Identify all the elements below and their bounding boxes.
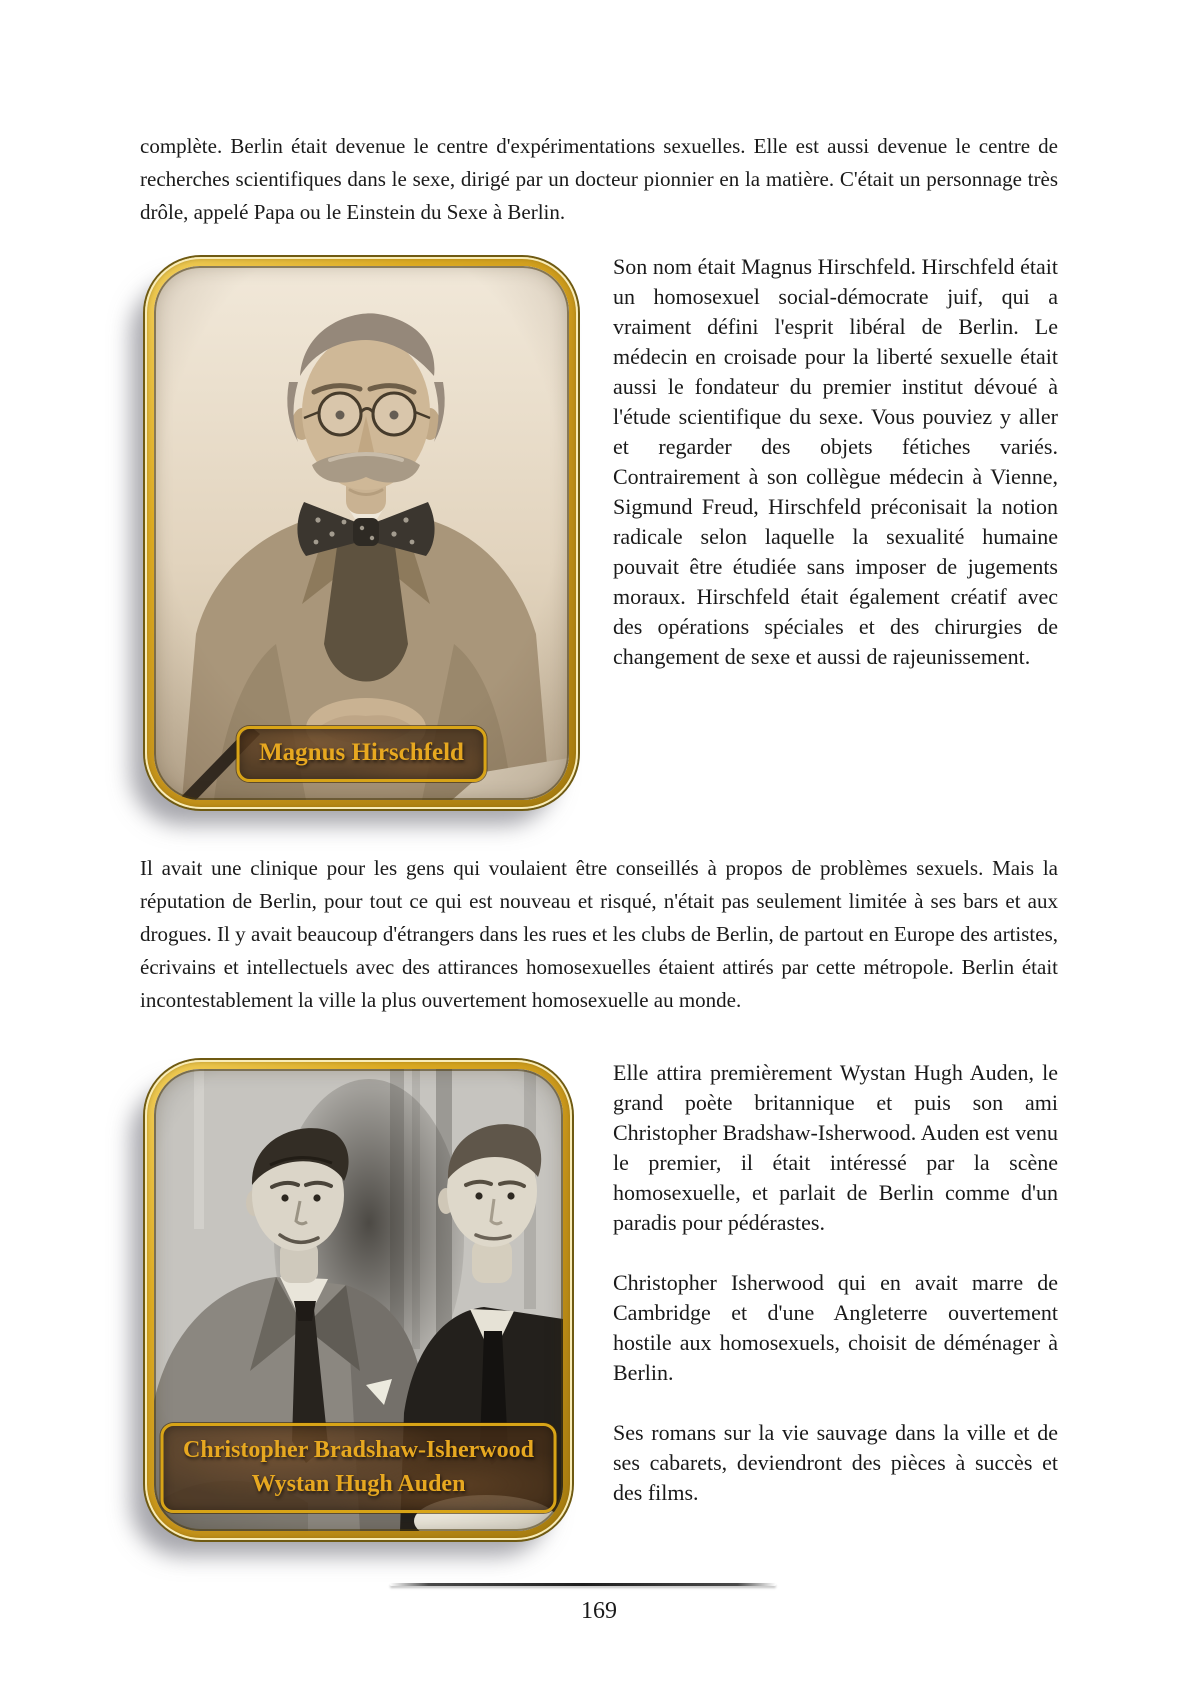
footer-divider	[390, 1583, 776, 1586]
auden-isherwood-photo-frame	[145, 1060, 572, 1540]
auden-isherwood-photo	[154, 1069, 563, 1531]
auden-caption-text: Wystan Hugh Auden	[251, 1471, 466, 1497]
auden-paragraph-3: Ses romans sur la vie sauvage dans la ville et de ses cabarets, deviendront des pièces à succès et des films.	[613, 1420, 1058, 1505]
auden-paragraph-2: Christopher Isherwood qui en avait marre de Cambridge et d'une Angleterre ouvertement hostile aux homosexuels, choisit de déménager à Berlin.	[613, 1270, 1058, 1385]
hirschfeld-portrait-illustration	[154, 266, 569, 800]
page-number: 169	[581, 1598, 617, 1624]
hirschfeld-text-column	[613, 252, 1058, 702]
hirschfeld-paragraph: Son nom était Magnus Hirschfeld. Hirschfeld était un homosexuel social-démocrate juif, qui a vraiment défini l'esprit libéral de Berlin. Le médecin en croisade pour la liberté sexuelle était aussi le fondateur du premier institut dévoué à l'étude scientifique du sexe. Vous pouviez y aller et regarder des objets fétiches variés. Contrairement à son collègue médecin à Vienne, Sigmund Freud, Hirschfeld préconisait la notion radicale selon laquelle la sexualité humaine pouvait être étudiée sans imposer de jugements moraux. Hirschfeld était également créatif avec des opérations spéciales et des chirurgies de changement de sexe et aussi de rajeunissement.	[613, 254, 1058, 669]
hirschfeld-caption-plate	[236, 726, 487, 782]
hirschfeld-caption-text: Magnus Hirschfeld	[259, 739, 464, 766]
isherwood-caption-text: Christopher Bradshaw-Isherwood	[183, 1437, 534, 1463]
middle-paragraph: Il avait une clinique pour les gens qui voulaient être conseillés à propos de problèmes sexuels. Mais la réputation de Berlin, pour tout ce qui est nouveau et risqué, n'était pas seulement limitée à ses bars et aux drogues. Il y avait beaucoup d'étrangers dans les rues et les clubs de Berlin, de partout en Europe des artistes, écrivains et intellectuels avec des attirances homosexuelles étaient attirés par cette métropole. Berlin était incontestablement la ville la plus ouvertement homosexuelle au monde.	[140, 856, 1058, 1012]
intro-paragraph: complète. Berlin était devenue le centre d'expérimentations sexuelles. Elle est aussi devenue le centre de recherches scientifiques dans le sexe, dirigé par un docteur pionnier en la matière. C'était un personnage très drôle, appelé Papa ou le Einstein du Sexe à Berlin.	[140, 134, 1058, 224]
hirschfeld-photo	[154, 266, 569, 800]
auden-isherwood-caption-plate	[160, 1423, 557, 1513]
auden-text-column	[613, 1058, 1058, 1538]
hirschfeld-photo-frame	[145, 257, 578, 809]
auden-paragraph-1: Elle attira premièrement Wystan Hugh Auden, le grand poète britannique et puis son ami Christopher Bradshaw-Isherwood. Auden est venu le premier, il était intéressé par la scène homosexuelle, et parlait de Berlin comme d'un paradis pour pédérastes.	[613, 1060, 1058, 1235]
